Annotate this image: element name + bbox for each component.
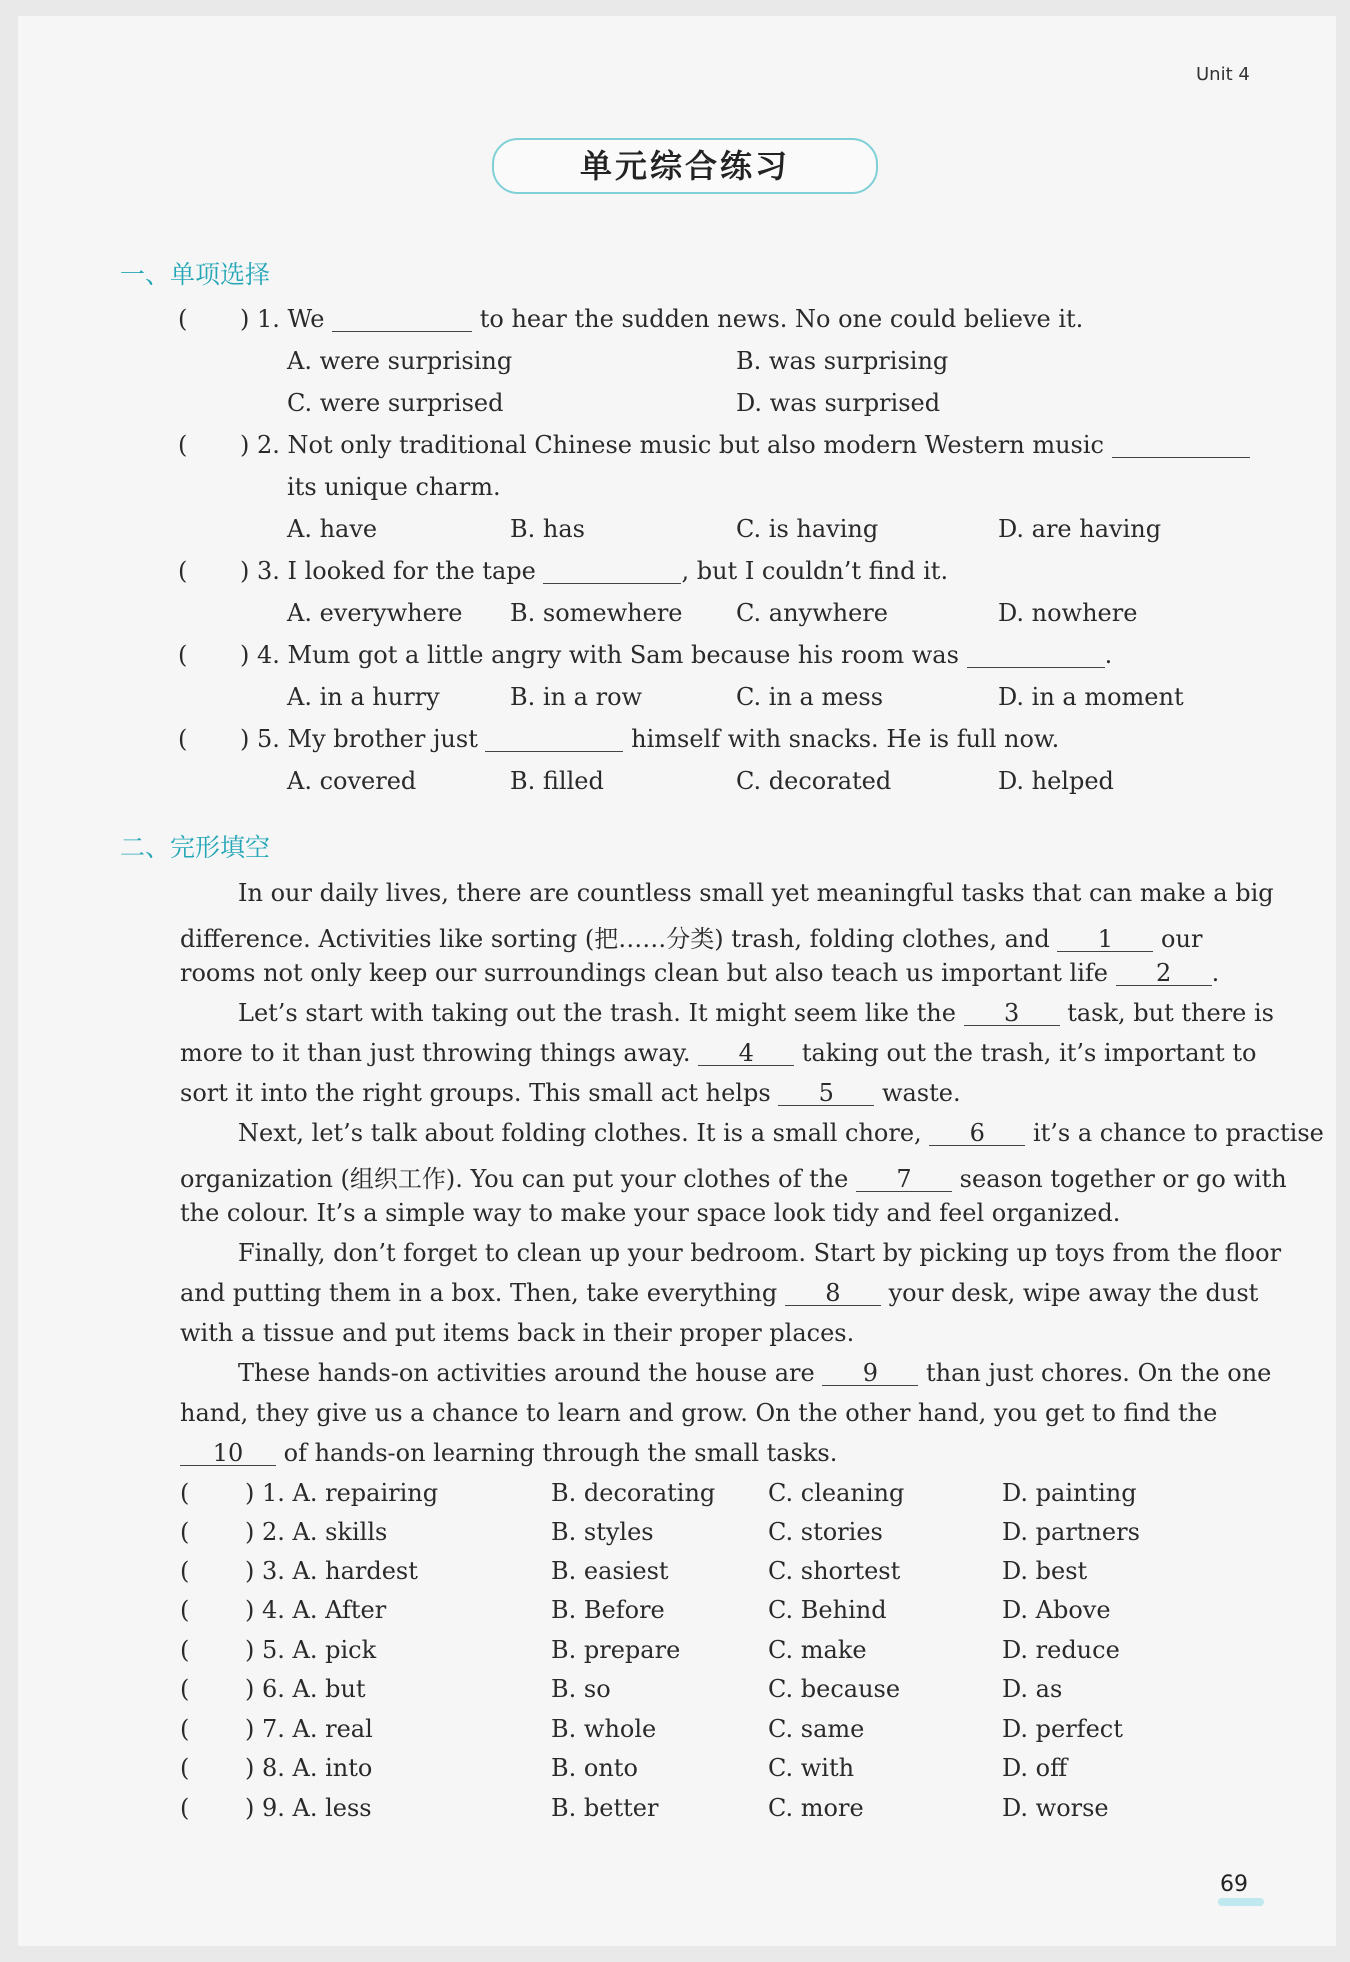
option: C. anywhere <box>736 599 888 627</box>
option: B. in a row <box>510 683 643 711</box>
option-d: D. off <box>1002 1754 1068 1782</box>
option: C. in a mess <box>736 683 884 711</box>
question-text: himself with snacks. He is full now. <box>631 725 1060 753</box>
option-b: B. better <box>551 1794 659 1822</box>
passage-line <box>180 1159 1287 1194</box>
option: A. in a hurry <box>287 683 440 711</box>
answer-blank[interactable] <box>485 727 623 752</box>
question-text: , but I couldn’t find it. <box>681 557 949 585</box>
passage-line <box>238 1119 1324 1147</box>
passage-line <box>238 1359 1271 1387</box>
option: D. in a moment <box>998 683 1184 711</box>
question-1 <box>240 305 1083 333</box>
question-4 <box>240 641 1112 669</box>
answer-paren: ( <box>178 431 188 459</box>
question-text: to hear the sudden news. No one could believe it. <box>479 305 1084 333</box>
passage-text: sort it into the right groups. This small act helps <box>180 1079 771 1107</box>
passage-text: Let’s start with taking out the trash. It might seem like the <box>238 999 956 1027</box>
option-c: C. because <box>768 1675 901 1703</box>
passage-text: . <box>1211 959 1220 987</box>
question-5 <box>240 725 1059 753</box>
cloze-blank-8[interactable]: 8 <box>785 1281 881 1306</box>
option: A. covered <box>287 767 417 795</box>
option-c: C. cleaning <box>768 1479 905 1507</box>
page-title: 单元综合练习 <box>492 138 878 194</box>
option: B. was surprising <box>736 347 949 375</box>
option-b: B. styles <box>551 1518 654 1546</box>
option-a: ) 3. A. hardest <box>245 1557 418 1585</box>
option-b: B. Before <box>551 1596 665 1624</box>
question-text: ) 1. We <box>240 305 325 333</box>
option-b: B. easiest <box>551 1557 669 1585</box>
option-b: B. onto <box>551 1754 638 1782</box>
option-d: D. worse <box>1002 1794 1109 1822</box>
cloze-blank-4[interactable]: 4 <box>698 1041 794 1066</box>
question-text: ) 5. My brother just <box>240 725 478 753</box>
answer-paren: ( <box>180 1557 190 1585</box>
option-c: C. stories <box>768 1518 883 1546</box>
passage-text: Next, let’s talk about folding clothes. It is a small chore, <box>238 1119 922 1147</box>
option-d: D. as <box>1002 1675 1063 1703</box>
option-d: D. perfect <box>1002 1715 1123 1743</box>
answer-paren: ( <box>180 1794 190 1822</box>
option-c: C. more <box>768 1794 864 1822</box>
option-b: B. so <box>551 1675 611 1703</box>
passage-text: and putting them in a box. Then, take everything <box>180 1279 778 1307</box>
passage-text: taking out the trash, it’s important to <box>801 1039 1257 1067</box>
question-text: ) 3. I looked for the tape <box>240 557 536 585</box>
cloze-blank-10[interactable]: 10 <box>180 1441 276 1466</box>
passage-line <box>180 1079 961 1107</box>
section-heading-cloze: 二、完形填空 <box>120 833 271 862</box>
option: A. everywhere <box>287 599 463 627</box>
question-2 <box>240 431 1250 459</box>
passage-line: In our daily lives, there are countless small yet meaningful tasks that can make a big <box>238 879 1274 907</box>
passage-line <box>180 1039 1256 1067</box>
option-a: ) 2. A. skills <box>245 1518 388 1546</box>
option-d: D. reduce <box>1002 1636 1120 1664</box>
answer-paren: ( <box>180 1596 190 1624</box>
option: C. were surprised <box>287 389 504 417</box>
answer-paren: ( <box>180 1518 190 1546</box>
passage-line <box>238 999 1274 1027</box>
passage-text: than just chores. On the one <box>925 1359 1272 1387</box>
passage-line <box>180 959 1219 987</box>
question-text: ) 2. Not only traditional Chinese music but also modern Western music <box>240 431 1104 459</box>
option-a: ) 9. A. less <box>245 1794 372 1822</box>
passage-line: Finally, don’t forget to clean up your bedroom. Start by picking up toys from the floor <box>238 1239 1282 1267</box>
option: B. has <box>510 515 585 543</box>
passage-line: with a tissue and put items back in their proper places. <box>180 1319 855 1347</box>
option: D. helped <box>998 767 1114 795</box>
answer-blank[interactable] <box>332 307 472 332</box>
option-d: D. Above <box>1002 1596 1111 1624</box>
answer-paren: ( <box>180 1636 190 1664</box>
passage-text: task, but there is <box>1067 999 1274 1027</box>
option-c: C. shortest <box>768 1557 901 1585</box>
option-c: C. with <box>768 1754 855 1782</box>
passage-text: it’s a chance to practise <box>1032 1119 1324 1147</box>
option-c: C. Behind <box>768 1596 887 1624</box>
answer-paren: ( <box>180 1479 190 1507</box>
option: A. have <box>287 515 378 543</box>
passage-text: your desk, wipe away the dust <box>888 1279 1259 1307</box>
unit-label: Unit 4 <box>1196 64 1250 85</box>
passage-line: the colour. It’s a simple way to make your space look tidy and feel organized. <box>180 1199 1121 1227</box>
cloze-blank-3[interactable]: 3 <box>964 1001 1060 1026</box>
option-a: ) 7. A. real <box>245 1715 373 1743</box>
page-number: 69 <box>1220 1872 1248 1897</box>
passage-text: our <box>1161 925 1203 953</box>
option: B. filled <box>510 767 604 795</box>
option-d: D. best <box>1002 1557 1088 1585</box>
answer-paren: ( <box>180 1754 190 1782</box>
option: D. nowhere <box>998 599 1138 627</box>
option-c: C. make <box>768 1636 867 1664</box>
cloze-blank-2[interactable]: 2 <box>1116 961 1212 986</box>
passage-text: difference. Activities like sorting (把……分类) trash, folding clothes, and <box>180 925 1050 953</box>
option: A. were surprising <box>287 347 513 375</box>
option-b: B. decorating <box>551 1479 716 1507</box>
answer-paren: ( <box>178 305 188 333</box>
answer-blank[interactable] <box>543 559 681 584</box>
answer-blank[interactable] <box>967 643 1105 668</box>
option-d: D. partners <box>1002 1518 1140 1546</box>
option: B. somewhere <box>510 599 683 627</box>
passage-text: organization (组织工作). You can put your clothes of the <box>180 1165 849 1193</box>
passage-text: rooms not only keep our surroundings clean but also teach us important life <box>180 959 1108 987</box>
cloze-blank-7[interactable]: 7 <box>856 1167 952 1192</box>
section-heading-single-choice: 一、单项选择 <box>120 260 271 289</box>
option-a: ) 8. A. into <box>245 1754 373 1782</box>
cloze-blank-6[interactable]: 6 <box>929 1121 1025 1146</box>
answer-paren: ( <box>178 557 188 585</box>
option-a: ) 1. A. repairing <box>245 1479 439 1507</box>
answer-paren: ( <box>180 1675 190 1703</box>
passage-line: hand, they give us a chance to learn and grow. On the other hand, you get to find the <box>180 1399 1218 1427</box>
option-b: B. prepare <box>551 1636 681 1664</box>
passage-text: more to it than just throwing things away. <box>180 1039 691 1067</box>
cloze-blank-5[interactable]: 5 <box>778 1081 874 1106</box>
page-number-highlight <box>1218 1898 1264 1906</box>
passage-line <box>180 919 1202 954</box>
answer-blank[interactable] <box>1112 433 1250 458</box>
answer-paren: ( <box>178 725 188 753</box>
option: D. are having <box>998 515 1162 543</box>
passage-text: waste. <box>881 1079 961 1107</box>
passage-text: season together or go with <box>959 1165 1287 1193</box>
option-c: C. same <box>768 1715 865 1743</box>
option: C. is having <box>736 515 879 543</box>
passage-line <box>180 1279 1258 1307</box>
option: D. was surprised <box>736 389 941 417</box>
cloze-blank-9[interactable]: 9 <box>822 1361 918 1386</box>
option: C. decorated <box>736 767 892 795</box>
answer-paren: ( <box>180 1715 190 1743</box>
passage-text: These hands-on activities around the house are <box>238 1359 815 1387</box>
cloze-blank-1[interactable]: 1 <box>1057 927 1153 952</box>
answer-paren: ( <box>178 641 188 669</box>
question-text: ) 4. Mum got a little angry with Sam because his room was <box>240 641 959 669</box>
question-3 <box>240 557 948 585</box>
passage-line <box>180 1439 837 1467</box>
option-a: ) 6. A. but <box>245 1675 366 1703</box>
question-text: its unique charm. <box>287 473 501 501</box>
option-d: D. painting <box>1002 1479 1137 1507</box>
question-text: . <box>1104 641 1113 669</box>
option-b: B. whole <box>551 1715 657 1743</box>
passage-text: of hands-on learning through the small tasks. <box>283 1439 838 1467</box>
option-a: ) 4. A. After <box>245 1596 387 1624</box>
option-a: ) 5. A. pick <box>245 1636 377 1664</box>
